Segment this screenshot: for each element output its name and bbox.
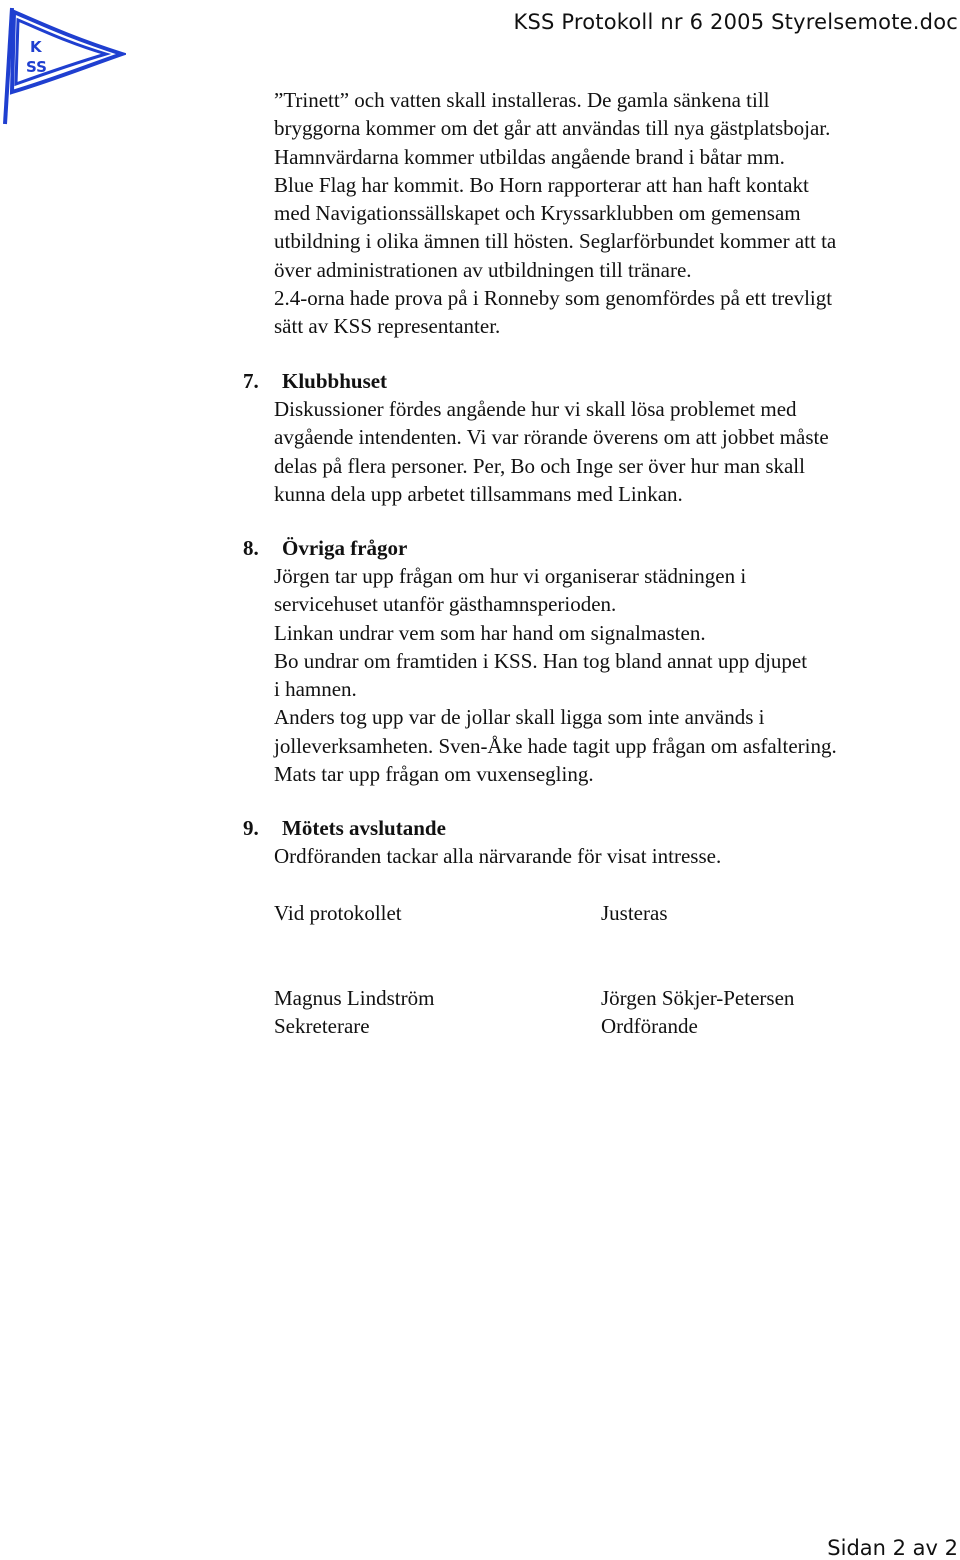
signature-heading-right: Justeras	[601, 901, 668, 925]
kss-pennant-logo	[2, 2, 126, 128]
section-number: 7.	[243, 369, 259, 393]
signature-role-left: Sekreterare	[274, 1014, 370, 1038]
section-body-klubbhuset	[274, 395, 954, 508]
paragraph-line: Ordföranden tackar alla närvarande för visat intresse.	[274, 844, 722, 868]
paragraph-line: Blue Flag har kommit. Bo Horn rapporterar att han haft kontakt	[274, 172, 809, 197]
paragraph-line: Mats tar upp frågan om vuxensegling.	[274, 762, 594, 787]
paragraph-line: utbildning i olika ämnen till hösten. Seglarförbundet kommer att ta	[274, 229, 837, 254]
paragraph-line: kunna dela upp arbetet tillsammans med Linkan.	[274, 481, 683, 506]
paragraph-line: servicehuset utanför gästhamnsperioden.	[274, 592, 617, 617]
logo-letter-k: K	[30, 38, 42, 56]
intro-paragraph	[274, 86, 954, 341]
paragraph-line: jolleverksamheten. Sven-Åke hade tagit upp frågan om asfaltering.	[274, 733, 837, 758]
signature-name-right: Jörgen Sökjer-Petersen	[601, 986, 795, 1010]
section-body-ovriga-fragor	[274, 562, 954, 788]
paragraph-line: Bo undrar om framtiden i KSS. Han tog bland annat upp djupet	[274, 648, 808, 673]
paragraph-line: 2.4-orna hade prova på i Ronneby som genomfördes på ett trevligt	[274, 286, 833, 311]
section-body-motets-avslutande	[274, 842, 954, 870]
paragraph-line: Linkan undrar vem som har hand om signalmasten.	[274, 620, 706, 645]
section-heading-motets-avslutande	[243, 814, 446, 842]
paragraph-line: delas på flera personer. Per, Bo och Inge ser över hur man skall	[274, 453, 805, 478]
paragraph-line: ”Trinett” och vatten skall installeras. De gamla sänkena till	[274, 88, 770, 112]
paragraph-line: avgående intendenten. Vi var rörande överens om att jobbet måste	[274, 425, 829, 450]
document-filename: KSS Protokoll nr 6 2005 Styrelsemote.doc	[513, 10, 958, 34]
logo-letters-ss: SS	[26, 58, 47, 76]
paragraph-line: bryggorna kommer om det går att användas till nya gästplatsbojar.	[274, 116, 831, 141]
signature-role-right: Ordförande	[601, 1014, 698, 1038]
signature-heading-left: Vid protokollet	[274, 901, 402, 925]
section-number: 8.	[243, 536, 259, 560]
paragraph-line: Diskussioner fördes angående hur vi skall lösa problemet med	[274, 397, 797, 421]
page-number: Sidan 2 av 2	[827, 1536, 958, 1560]
paragraph-line: sätt av KSS representanter.	[274, 314, 501, 339]
section-title: Övriga frågor	[282, 536, 408, 560]
paragraph-line: i hamnen.	[274, 677, 357, 702]
section-title: Klubbhuset	[282, 369, 388, 393]
section-heading-klubbhuset	[243, 367, 387, 395]
paragraph-line: Hamnvärdarna kommer utbildas angående brand i båtar mm.	[274, 144, 785, 169]
paragraph-line: Anders tog upp var de jollar skall ligga som inte används i	[274, 705, 765, 730]
section-heading-ovriga-fragor	[243, 534, 407, 562]
section-title: Mötets avslutande	[282, 816, 446, 840]
section-number: 9.	[243, 816, 259, 840]
paragraph-line: med Navigationssällskapet och Kryssarklubben om gemensam	[274, 201, 801, 226]
signature-name-left: Magnus Lindström	[274, 986, 435, 1010]
paragraph-line: Jörgen tar upp frågan om hur vi organiserar städningen i	[274, 564, 747, 588]
paragraph-line: över administrationen av utbildningen till tränare.	[274, 257, 692, 282]
